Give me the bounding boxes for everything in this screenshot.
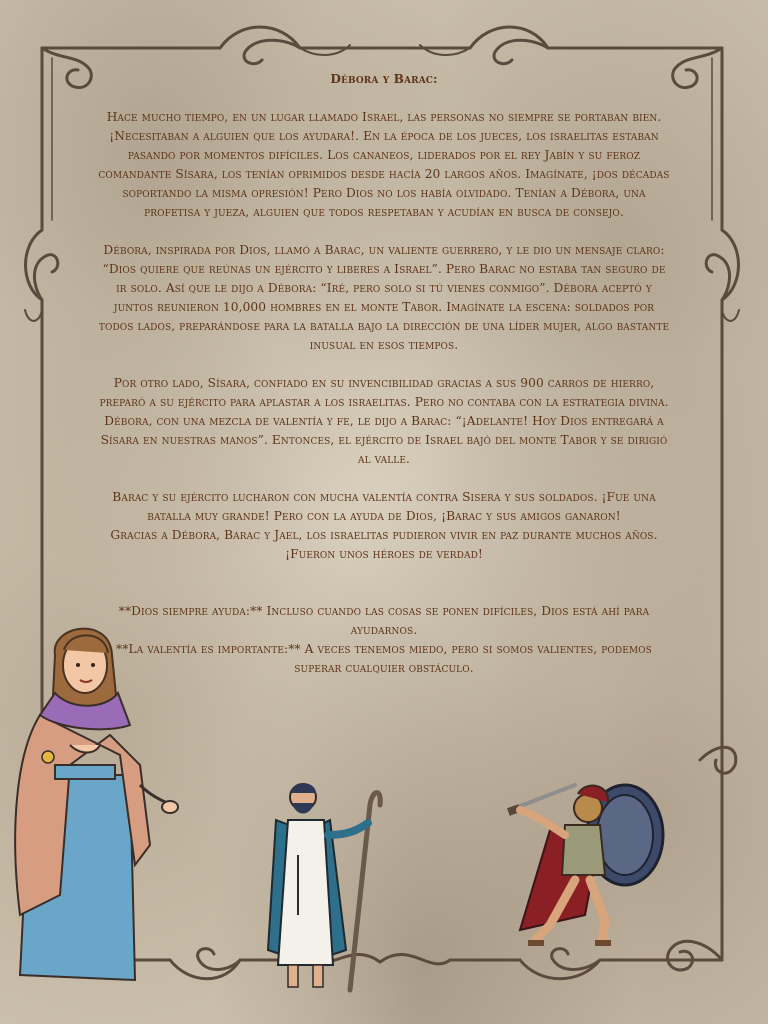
barak-illustration [258,775,388,995]
story-paragraph-4: Barac y su ejército lucharon con mucha valentía contra Sisera y sus soldados. ¡Fue una batalla muy grande! Pero con la ayuda de Dios, ¡Barac y sus amigos ganaron! [112,490,656,523]
lesson-2: **La valentía es importante:** A veces tenemos miedo, pero si somos valientes, podemos superar cualquier obstáculo. [116,642,652,675]
story-text [96,70,672,678]
story-paragraph-5: Gracias a Débora, Barac y Jael, los israelitas pudieron vivir en paz durante muchos años. ¡Fueron unos héroes de verdad! [110,528,658,561]
deborah-illustration [0,615,190,995]
lesson-1: **Dios siempre ayuda:** Incluso cuando las cosas se ponen difíciles, Dios está ahí para ayudarnos. [118,604,650,637]
story-paragraph-3: Por otro lado, Sísara, confiado en su invencibilidad gracias a sus 900 carros de hierro, preparó a su ejército para aplastar a los israelitas. Pero no contaba con la estrategia divina. Débora, con una mezcla de valentía y fe, le dijo a Barac: “¡Adelante! Hoy Dios entregará a Sísara en nuestras manos”. Entonces, el ejército de Israel bajó del monte Tabor y se dirigió al valle. [99,376,669,466]
story-paragraph-1: Hace mucho tiempo, en un lugar llamado Israel, las personas no siempre se portaban bien. ¡Necesitaban a alguien que los ayudara!. En la época de los jueces, los israelitas estaban pasando por momentos difíciles. Los cananeos, liderados por el rey Jabín y su feroz comandante Sísara, los tenían oprimidos desde hacía 20 largos años. Imagínate, ¡dos décadas soportando la misma opresión! Pero Dios no los había olvidado. Tenían a Débora, una profetisa y jueza, alguien que todos respetaban y acudían en busca de consejo. [98,110,670,219]
story-paragraph-2: Débora, inspirada por Dios, llamó a Barac, un valiente guerrero, y le dio un mensaje claro: “Dios quiere que reúnas un ejército y liberes a Israel”. Pero Barac no estaba tan seguro de ir solo. Así que le dijo a Débora: “Iré, pero solo si tú vienes conmigo”. Débora aceptó y juntos reunieron 10,000 hombres en el monte Tabor. Imagínate la escena: soldados por todos lados, preparándose para la batalla bajo la dirección de una líder mujer, algo bastante inusual en esos tiempos. [98,243,670,352]
story-title: Débora y Barac: [330,72,438,86]
soldier-illustration [490,780,670,955]
